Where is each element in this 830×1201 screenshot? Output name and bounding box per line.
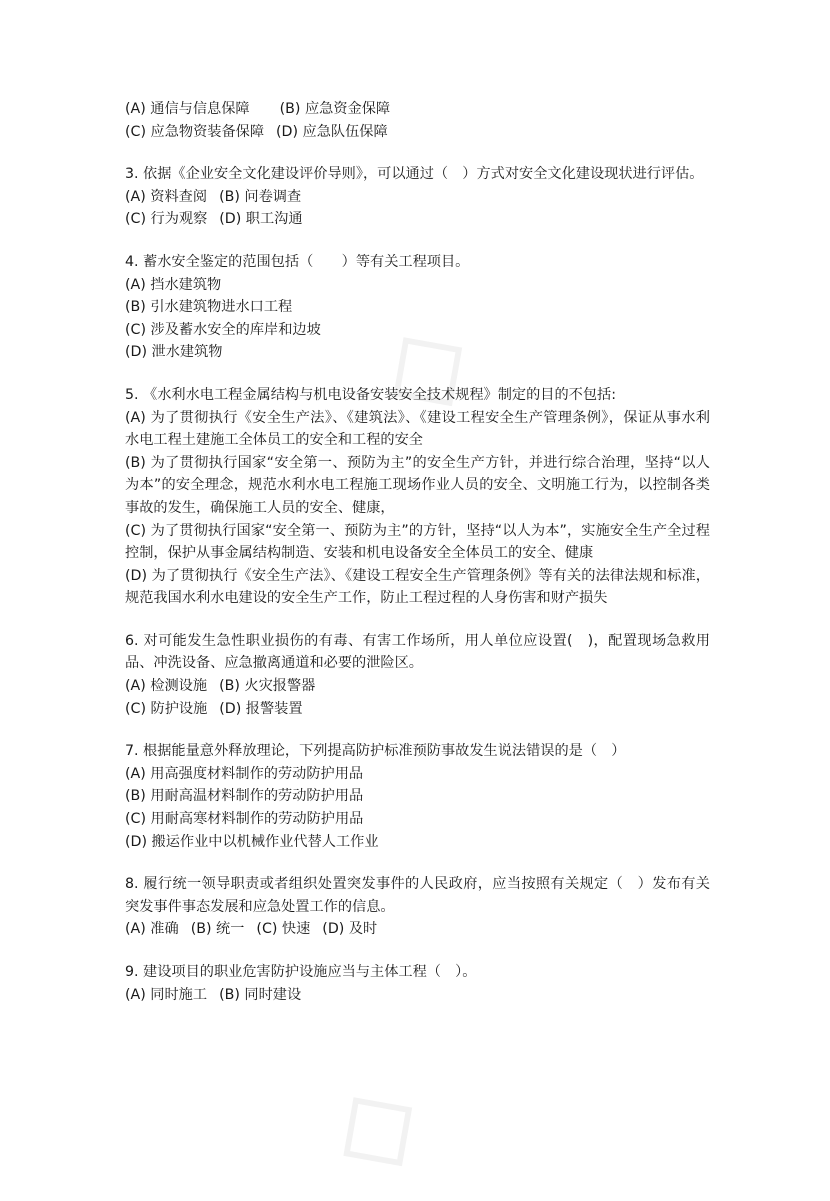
option-c: (C) 涉及蓄水安全的库岸和边坡 bbox=[125, 321, 321, 338]
option-c: (C) 防护设施 bbox=[125, 700, 208, 717]
option-b: (B) 引水建筑物进水口工程 bbox=[125, 299, 293, 316]
question-5 bbox=[125, 384, 710, 610]
watermark: ◇ bbox=[350, 287, 494, 441]
option-b: (B) 统一 bbox=[190, 921, 245, 938]
question-stem: 4. 蓄水安全鉴定的范围包括（ ）等有关工程项目。 bbox=[125, 253, 470, 270]
option-row bbox=[125, 208, 710, 231]
question-stem: 5. 《水利水电工程金属结构与机电设备安装安全技术规程》制定的目的不包括: bbox=[125, 386, 617, 403]
option-d: (D) 应急队伍保障 bbox=[276, 123, 388, 140]
option-a: (A) 挡水建筑物 bbox=[125, 276, 222, 293]
option-a: (A) 用高强度材料制作的劳动防护用品 bbox=[125, 765, 364, 782]
option-d: (D) 为了贯彻执行《安全生产法》、《建设工程安全生产管理条例》等有关的法律法规和标准，规范我国水利水电建设的安全生产工作，防止工程过程的人身伤害和财产损失 bbox=[125, 567, 710, 607]
option-a: (A) 同时施工 bbox=[125, 986, 208, 1003]
question-stem: 6. 对可能发生急性职业损伤的有毒、有害工作场所，用人单位应设置( )，配置现场急救用品、冲洗设备、应急撤离通道和必要的泄险区。 bbox=[125, 632, 710, 672]
option-row bbox=[125, 186, 710, 209]
option-b: (B) 问卷调查 bbox=[219, 188, 302, 205]
option-d: (D) 报警装置 bbox=[219, 700, 303, 717]
question-7 bbox=[125, 740, 710, 853]
option-b: (B) 用耐高温材料制作的劳动防护用品 bbox=[125, 788, 364, 805]
option-row bbox=[125, 984, 710, 1007]
question-2-options bbox=[125, 98, 710, 143]
option-row bbox=[125, 698, 710, 721]
question-8 bbox=[125, 873, 710, 941]
option-d: (D) 搬运作业中以机械作业代替人工作业 bbox=[125, 833, 379, 850]
option-a: (A) 准确 bbox=[125, 921, 179, 938]
question-stem: 3. 依据《企业安全文化建设评价导则》，可以通过（ ）方式对安全文化建设现状进行评估。 bbox=[125, 166, 704, 183]
question-list bbox=[125, 98, 710, 1026]
watermark: ◇ bbox=[300, 1047, 444, 1201]
option-a: (A) 检测设施 bbox=[125, 678, 208, 695]
option-b: (B) 为了贯彻执行国家“安全第一、预防为主”的安全生产方针，并进行综合治理，坚持“以人为本”的安全理念，规范水利水电工程施工现场作业人员的安全、文明施工行为，以控制各类事故的发生，确保施工人员的安全、健康， bbox=[125, 454, 710, 516]
option-b: (B) 火灾报警器 bbox=[219, 678, 316, 695]
option-d: (D) 泄水建筑物 bbox=[125, 344, 223, 361]
option-row bbox=[125, 918, 710, 941]
option-a: (A) 资料查阅 bbox=[125, 188, 208, 205]
option-a: (A) 为了贯彻执行《安全生产法》、《建筑法》、《建设工程安全生产管理条例》，保证从事水利水电工程土建施工全体员工的安全和工程的安全 bbox=[125, 409, 710, 449]
option-c: (C) 快速 bbox=[256, 921, 311, 938]
question-6 bbox=[125, 630, 710, 720]
option-row bbox=[125, 121, 710, 144]
option-b: (B) 应急资金保障 bbox=[279, 101, 391, 117]
option-row bbox=[125, 675, 710, 698]
option-c: (C) 为了贯彻执行国家“安全第一、预防为主”的方针，坚持“以人为本”，实施安全生产全过程控制，保护从事金属结构制造、安装和机电设备安全全体员工的安全、健康 bbox=[125, 522, 710, 562]
option-b: (B) 同时建设 bbox=[219, 986, 302, 1003]
option-c: (C) 应急物资装备保障 bbox=[125, 123, 265, 140]
question-4 bbox=[125, 251, 710, 364]
question-stem: 9. 建设项目的职业危害防护设施应当与主体工程（ ）。 bbox=[125, 964, 477, 980]
option-row bbox=[125, 98, 710, 121]
question-3 bbox=[125, 163, 710, 231]
question-stem: 8. 履行统一领导职责或者组织处置突发事件的人民政府，应当按照有关规定（ ）发布有关突发事件事态发展和应急处置工作的信息。 bbox=[125, 876, 710, 915]
option-a: (A) 通信与信息保障 bbox=[125, 101, 250, 117]
option-c: (C) 行为观察 bbox=[125, 211, 208, 228]
question-9 bbox=[125, 961, 710, 1006]
option-c: (C) 用耐高寒材料制作的劳动防护用品 bbox=[125, 811, 364, 828]
option-d: (D) 职工沟通 bbox=[219, 211, 303, 228]
option-d: (D) 及时 bbox=[322, 921, 378, 938]
question-stem: 7. 根据能量意外释放理论，下列提高防护标准预防事故发生说法错误的是（ ） bbox=[125, 743, 626, 760]
